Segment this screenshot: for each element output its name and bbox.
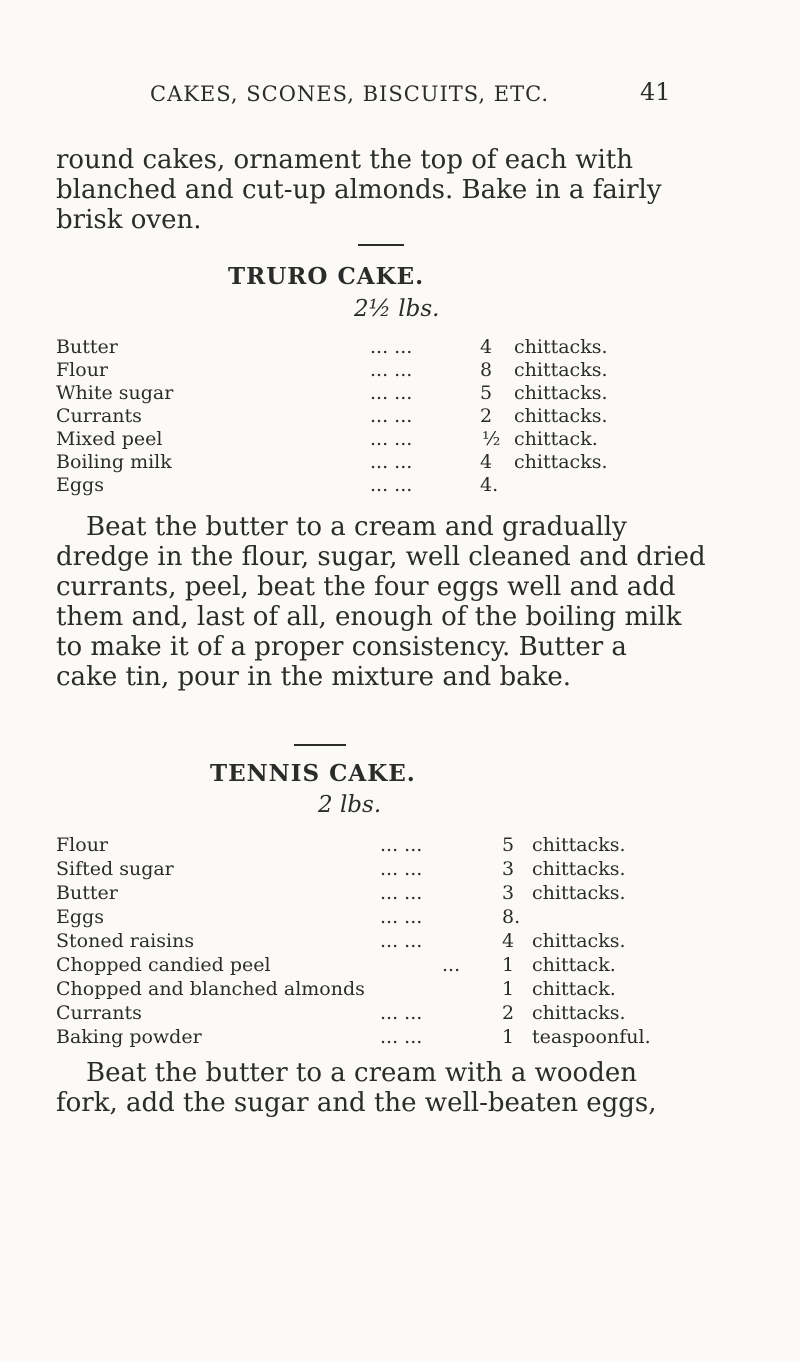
section-divider (294, 744, 346, 746)
ingredient-name: Sifted sugar (56, 858, 174, 880)
intro-line: brisk oven. (56, 205, 202, 235)
ingredient-name: Butter (56, 882, 118, 904)
method-line: currants, peel, beat the four eggs well and add (56, 572, 676, 602)
ingredient-unit: chittacks. (514, 359, 608, 381)
tennis-cake-yield: 2 lbs. (318, 792, 382, 818)
ingredient-name: Stoned raisins (56, 930, 195, 952)
leader-dots: ... (442, 954, 461, 976)
ingredient-name: Eggs (56, 474, 104, 496)
section-divider (358, 244, 404, 246)
ingredient-quantity: 4 (480, 451, 493, 473)
ingredient-unit: chittacks. (532, 834, 626, 856)
ingredient-unit: chittack. (532, 978, 616, 1000)
leader-dots: ... ... (380, 930, 423, 952)
leader-dots: ... ... (380, 1002, 423, 1024)
ingredient-unit: chittack. (532, 954, 616, 976)
ingredient-unit: chittacks. (532, 858, 626, 880)
ingredient-name: Butter (56, 336, 118, 358)
leader-dots: ... ... (380, 906, 423, 928)
ingredient-name: Mixed peel (56, 428, 163, 450)
intro-line: round cakes, ornament the top of each with (56, 145, 634, 175)
ingredient-quantity: 5 (502, 834, 515, 856)
method-line: to make it of a proper consistency. Butter a (56, 632, 627, 662)
ingredient-unit: teaspoonful. (532, 1026, 651, 1048)
leader-dots: ... ... (370, 474, 413, 496)
ingredient-name: Eggs (56, 906, 104, 928)
ingredient-unit: chittacks. (514, 382, 608, 404)
ingredient-name: Chopped and blanched almonds (56, 978, 365, 1000)
page-number: 41 (640, 78, 671, 106)
ingredient-unit: chittacks. (514, 451, 608, 473)
ingredient-name: White sugar (56, 382, 174, 404)
ingredient-unit: chittack. (514, 428, 598, 450)
ingredient-quantity: 4 (480, 336, 493, 358)
method-line: Beat the butter to a cream with a wooden (86, 1058, 637, 1088)
ingredient-quantity: 4. (480, 474, 499, 496)
ingredient-name: Boiling milk (56, 451, 172, 473)
ingredient-unit: chittacks. (514, 336, 608, 358)
ingredient-unit: chittacks. (532, 1002, 626, 1024)
ingredient-quantity: 1 (502, 1026, 515, 1048)
leader-dots: ... ... (370, 336, 413, 358)
ingredient-name: Flour (56, 834, 109, 856)
ingredient-name: Flour (56, 359, 109, 381)
intro-line: blanched and cut-up almonds. Bake in a fairly (56, 175, 662, 205)
leader-dots: ... ... (380, 834, 423, 856)
ingredient-quantity: 3 (502, 882, 515, 904)
method-line: Beat the butter to a cream and gradually (86, 512, 627, 542)
ingredient-name: Currants (56, 405, 142, 427)
ingredient-unit: chittacks. (514, 405, 608, 427)
ingredient-quantity: 3 (502, 858, 515, 880)
leader-dots: ... ... (380, 882, 423, 904)
truro-cake-yield: 2½ lbs. (354, 296, 440, 322)
leader-dots: ... ... (370, 428, 413, 450)
ingredient-quantity: 2 (480, 405, 493, 427)
leader-dots: ... ... (370, 382, 413, 404)
leader-dots: ... ... (380, 1026, 423, 1048)
ingredient-unit: chittacks. (532, 930, 626, 952)
ingredient-quantity: 1 (502, 954, 515, 976)
method-line: them and, last of all, enough of the boiling milk (56, 602, 682, 632)
tennis-cake-title: TENNIS CAKE. (210, 760, 416, 787)
method-line: cake tin, pour in the mixture and bake. (56, 662, 572, 692)
method-line: fork, add the sugar and the well-beaten eggs, (56, 1088, 657, 1118)
ingredient-quantity: 1 (502, 978, 515, 1000)
ingredient-unit: chittacks. (532, 882, 626, 904)
ingredient-name: Baking powder (56, 1026, 202, 1048)
ingredient-quantity: 8 (480, 359, 493, 381)
ingredient-quantity: 5 (480, 382, 493, 404)
leader-dots: ... ... (380, 858, 423, 880)
leader-dots: ... ... (370, 405, 413, 427)
leader-dots: ... ... (370, 451, 413, 473)
ingredient-name: Currants (56, 1002, 142, 1024)
ingredient-quantity: 4 (502, 930, 515, 952)
ingredient-quantity: 8. (502, 906, 521, 928)
leader-dots: ... ... (370, 359, 413, 381)
ingredient-quantity: 2 (502, 1002, 515, 1024)
method-line: dredge in the flour, sugar, well cleaned and dried (56, 542, 706, 572)
running-head: CAKES, SCONES, BISCUITS, ETC. (150, 82, 550, 106)
truro-cake-title: TRURO CAKE. (228, 263, 425, 290)
ingredient-quantity: ½ (482, 428, 501, 450)
ingredient-name: Chopped candied peel (56, 954, 271, 976)
